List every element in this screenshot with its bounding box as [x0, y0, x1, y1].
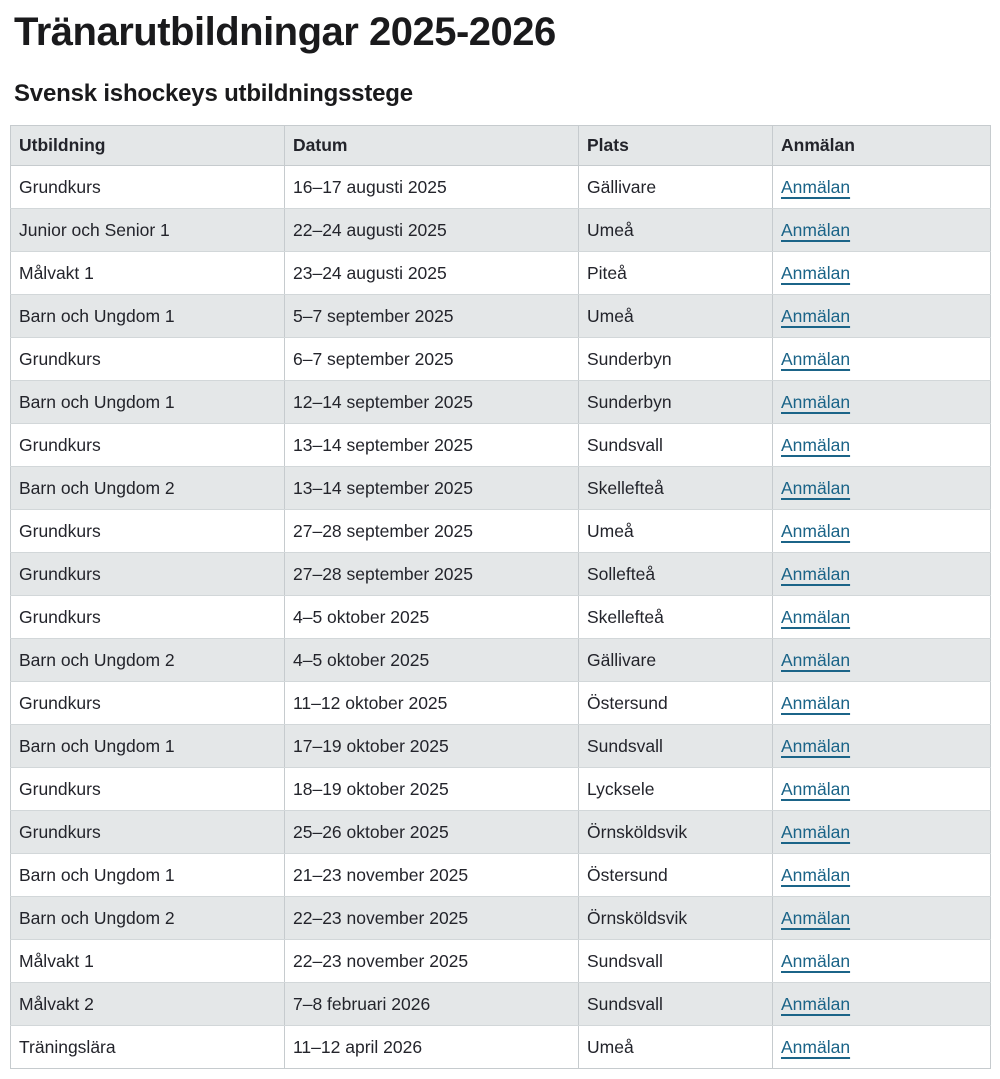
cell-utbildning: Målvakt 2 — [11, 983, 285, 1026]
cell-anmalan — [773, 983, 991, 1026]
cell-anmalan — [773, 940, 991, 983]
table-header-row — [11, 126, 991, 166]
cell-anmalan — [773, 252, 991, 295]
anmalan-link[interactable]: Anmälan — [781, 391, 851, 412]
cell-plats: Sunderbyn — [579, 381, 773, 424]
cell-plats: Lycksele — [579, 768, 773, 811]
table-row — [11, 940, 991, 983]
cell-datum: 21–23 november 2025 — [285, 854, 579, 897]
table-row — [11, 295, 991, 338]
cell-utbildning: Grundkurs — [11, 768, 285, 811]
table-row — [11, 854, 991, 897]
cell-anmalan — [773, 811, 991, 854]
cell-datum: 17–19 oktober 2025 — [285, 725, 579, 768]
cell-plats: Umeå — [579, 209, 773, 252]
course-table — [10, 125, 991, 1069]
cell-datum: 11–12 oktober 2025 — [285, 682, 579, 725]
anmalan-link[interactable]: Anmälan — [781, 563, 851, 584]
cell-datum: 22–24 augusti 2025 — [285, 209, 579, 252]
cell-datum: 13–14 september 2025 — [285, 467, 579, 510]
table-row — [11, 209, 991, 252]
column-header: Datum — [285, 126, 579, 166]
cell-utbildning: Barn och Ungdom 2 — [11, 639, 285, 682]
anmalan-link[interactable]: Anmälan — [781, 348, 851, 369]
anmalan-link[interactable]: Anmälan — [781, 649, 851, 670]
table-row — [11, 682, 991, 725]
table-row — [11, 166, 991, 209]
table-row — [11, 1026, 991, 1069]
table-row — [11, 768, 991, 811]
cell-datum: 23–24 augusti 2025 — [285, 252, 579, 295]
cell-plats: Sunderbyn — [579, 338, 773, 381]
page-subtitle: Svensk ishockeys utbildningsstege — [14, 80, 413, 107]
anmalan-link[interactable]: Anmälan — [781, 477, 851, 498]
column-header: Anmälan — [773, 126, 991, 166]
cell-anmalan — [773, 725, 991, 768]
cell-datum: 22–23 november 2025 — [285, 940, 579, 983]
table-row — [11, 811, 991, 854]
anmalan-link[interactable]: Anmälan — [781, 520, 851, 541]
cell-anmalan — [773, 166, 991, 209]
cell-utbildning: Barn och Ungdom 1 — [11, 295, 285, 338]
cell-utbildning: Barn och Ungdom 1 — [11, 725, 285, 768]
cell-plats: Piteå — [579, 252, 773, 295]
cell-anmalan — [773, 381, 991, 424]
anmalan-link[interactable]: Anmälan — [781, 950, 851, 971]
cell-plats: Skellefteå — [579, 467, 773, 510]
table-row — [11, 639, 991, 682]
anmalan-link[interactable]: Anmälan — [781, 821, 851, 842]
cell-utbildning: Barn och Ungdom 2 — [11, 467, 285, 510]
cell-anmalan — [773, 596, 991, 639]
table-row — [11, 510, 991, 553]
anmalan-link[interactable]: Anmälan — [781, 305, 851, 326]
cell-utbildning: Barn och Ungdom 2 — [11, 897, 285, 940]
anmalan-link[interactable]: Anmälan — [781, 262, 851, 283]
cell-utbildning: Grundkurs — [11, 596, 285, 639]
cell-utbildning: Grundkurs — [11, 682, 285, 725]
cell-utbildning: Grundkurs — [11, 553, 285, 596]
course-table-body — [11, 166, 991, 1069]
cell-plats: Östersund — [579, 854, 773, 897]
cell-plats: Umeå — [579, 1026, 773, 1069]
table-row — [11, 897, 991, 940]
cell-utbildning: Målvakt 1 — [11, 940, 285, 983]
cell-plats: Gällivare — [579, 639, 773, 682]
cell-anmalan — [773, 338, 991, 381]
cell-utbildning: Grundkurs — [11, 166, 285, 209]
column-header: Utbildning — [11, 126, 285, 166]
cell-anmalan — [773, 510, 991, 553]
cell-datum: 16–17 augusti 2025 — [285, 166, 579, 209]
cell-datum: 27–28 september 2025 — [285, 553, 579, 596]
anmalan-link[interactable]: Anmälan — [781, 735, 851, 756]
anmalan-link[interactable]: Anmälan — [781, 907, 851, 928]
anmalan-link[interactable]: Anmälan — [781, 1036, 851, 1057]
cell-plats: Umeå — [579, 295, 773, 338]
anmalan-link[interactable]: Anmälan — [781, 434, 851, 455]
cell-utbildning: Grundkurs — [11, 510, 285, 553]
cell-anmalan — [773, 897, 991, 940]
cell-datum: 6–7 september 2025 — [285, 338, 579, 381]
cell-anmalan — [773, 553, 991, 596]
column-header: Plats — [579, 126, 773, 166]
cell-utbildning: Grundkurs — [11, 424, 285, 467]
cell-utbildning: Målvakt 1 — [11, 252, 285, 295]
cell-utbildning: Barn och Ungdom 1 — [11, 381, 285, 424]
cell-plats: Sollefteå — [579, 553, 773, 596]
cell-anmalan — [773, 424, 991, 467]
table-row — [11, 467, 991, 510]
table-row — [11, 424, 991, 467]
cell-datum: 22–23 november 2025 — [285, 897, 579, 940]
table-row — [11, 596, 991, 639]
cell-utbildning: Barn och Ungdom 1 — [11, 854, 285, 897]
cell-datum: 13–14 september 2025 — [285, 424, 579, 467]
cell-utbildning: Träningslära — [11, 1026, 285, 1069]
page-title: Tränarutbildningar 2025-2026 — [14, 10, 556, 54]
table-row — [11, 983, 991, 1026]
cell-datum: 25–26 oktober 2025 — [285, 811, 579, 854]
cell-plats: Gällivare — [579, 166, 773, 209]
cell-plats: Örnsköldsvik — [579, 897, 773, 940]
cell-utbildning: Grundkurs — [11, 338, 285, 381]
table-row — [11, 553, 991, 596]
anmalan-link[interactable]: Anmälan — [781, 993, 851, 1014]
cell-plats: Sundsvall — [579, 940, 773, 983]
cell-datum: 27–28 september 2025 — [285, 510, 579, 553]
cell-anmalan — [773, 467, 991, 510]
cell-utbildning: Junior och Senior 1 — [11, 209, 285, 252]
cell-plats: Sundsvall — [579, 725, 773, 768]
cell-datum: 12–14 september 2025 — [285, 381, 579, 424]
cell-datum: 4–5 oktober 2025 — [285, 596, 579, 639]
cell-anmalan — [773, 768, 991, 811]
cell-datum: 18–19 oktober 2025 — [285, 768, 579, 811]
cell-datum: 7–8 februari 2026 — [285, 983, 579, 1026]
anmalan-link[interactable]: Anmälan — [781, 778, 851, 799]
cell-utbildning: Grundkurs — [11, 811, 285, 854]
cell-plats: Sundsvall — [579, 424, 773, 467]
cell-plats: Östersund — [579, 682, 773, 725]
anmalan-link[interactable]: Anmälan — [781, 219, 851, 240]
table-row — [11, 252, 991, 295]
anmalan-link[interactable]: Anmälan — [781, 176, 851, 197]
table-row — [11, 725, 991, 768]
cell-datum: 5–7 september 2025 — [285, 295, 579, 338]
table-row — [11, 338, 991, 381]
cell-anmalan — [773, 854, 991, 897]
cell-datum: 4–5 oktober 2025 — [285, 639, 579, 682]
anmalan-link[interactable]: Anmälan — [781, 692, 851, 713]
cell-datum: 11–12 april 2026 — [285, 1026, 579, 1069]
cell-plats: Umeå — [579, 510, 773, 553]
cell-anmalan — [773, 1026, 991, 1069]
cell-plats: Skellefteå — [579, 596, 773, 639]
cell-anmalan — [773, 295, 991, 338]
anmalan-link[interactable]: Anmälan — [781, 864, 851, 885]
anmalan-link[interactable]: Anmälan — [781, 606, 851, 627]
cell-anmalan — [773, 639, 991, 682]
course-table-head — [11, 126, 991, 166]
table-row — [11, 381, 991, 424]
cell-anmalan — [773, 209, 991, 252]
cell-plats: Sundsvall — [579, 983, 773, 1026]
cell-anmalan — [773, 682, 991, 725]
cell-plats: Örnsköldsvik — [579, 811, 773, 854]
